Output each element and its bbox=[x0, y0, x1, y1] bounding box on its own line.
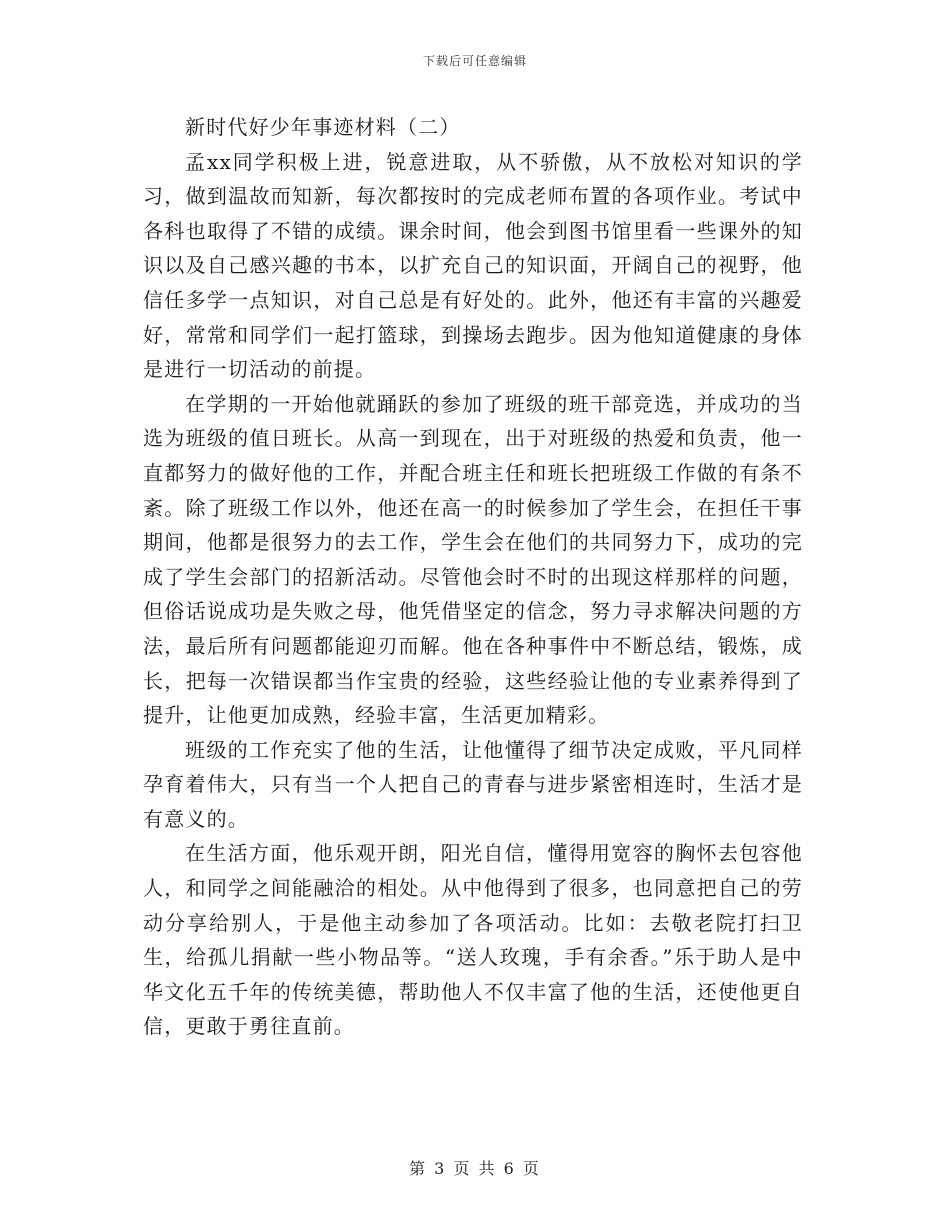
paragraph-life: 在生活方面，他乐观开朗，阳光自信，懂得用宽容的胸怀去包容他人，和同学之间能融洽的相处。从中他得到了很多，也同意把自己的劳动分享给别人，于是他主动参加了各项活动。比如：去敬老院打扫卫生，给孤儿捐献一些小物品等。“送人玫瑰，手有余香。”乐于助人是中华文化五千年的传统美德，帮助他人不仅丰富了他的生活，还使他更自信，更敢于勇往直前。 bbox=[143, 841, 803, 1039]
document-body bbox=[143, 110, 803, 1044]
document-title: 新时代好少年事迹材料（二） bbox=[185, 115, 461, 139]
page-header: 下载后可任意编辑 bbox=[422, 54, 527, 68]
paragraph-reflection: 班级的工作充实了他的生活，让他懂得了细节决定成败，平凡同样孕育着伟大，只有当一个人把自己的青春与进步紧密相连时，生活才是有意义的。 bbox=[143, 737, 803, 831]
paragraph-class-work: 在学期的一开始他就踊跃的参加了班级的班干部竞选，并成功的当选为班级的值日班长。从高一到现在，出于对班级的热爱和负责，他一直都努力的做好他的工作，并配合班主任和班长把班级工作做的有条不紊。除了班级工作以外，他还在高一的时候参加了学生会，在担任干事期间，他都是很努力的去工作，学生会在他们的共同努力下，成功的完成了学生会部门的招新活动。尽管他会时不时的出现这样那样的问题，但俗话说成功是失败之母，他凭借坚定的信念，努力寻求解决问题的方法，最后所有问题都能迎刃而解。他在各种事件中不断总结，锻炼，成长，把每一次错误都当作宝贵的经验，这些经验让他的专业素养得到了提升，让他更加成熟，经验丰富，生活更加精彩。 bbox=[143, 391, 803, 728]
page-number: 第 3 页 共 6 页 bbox=[409, 1159, 541, 1178]
paragraph-study: 孟xx同学积极上进，锐意进取，从不骄傲，从不放松对知识的学习，做到温故而知新，每次都按时的完成老师布置的各项作业。考试中各科也取得了不错的成绩。课余时间，他会到图书馆里看一些课外的知识以及自己感兴趣的书本，以扩充自己的知识面，开阔自己的视野，他信任多学一点知识，对自己总是有好处的。此外，他还有丰富的兴趣爱好，常常和同学们一起打篮球，到操场去跑步。因为他知道健康的身体是进行一切活动的前提。 bbox=[143, 149, 803, 382]
